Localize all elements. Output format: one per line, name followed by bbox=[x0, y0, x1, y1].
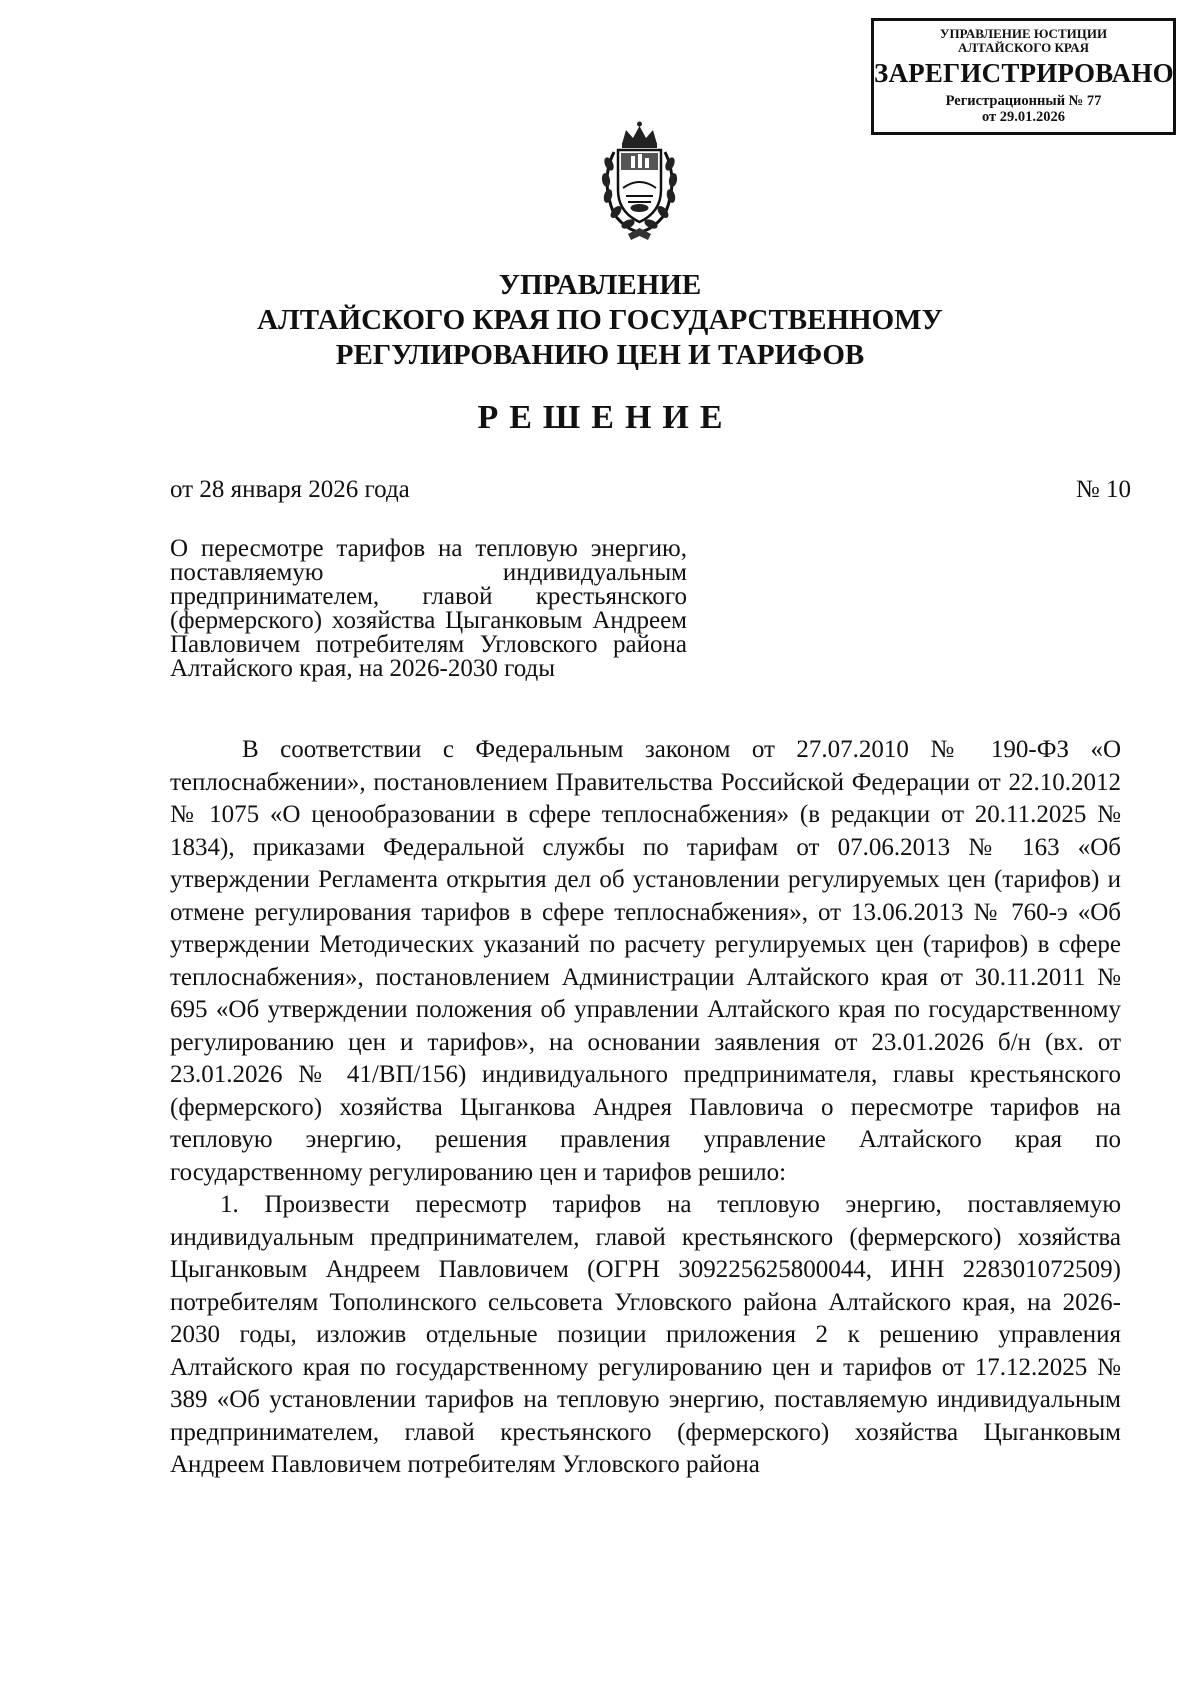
stamp-org-line2: АЛТАЙСКОГО КРАЯ bbox=[958, 39, 1089, 55]
altai-krai-coat-of-arms-icon bbox=[592, 118, 687, 246]
document-subject: О пересмотре тарифов на тепловую энергию, поставляемую индивидуальным предпринимателем, главой крестьянского (фермерского) хозяйства Цыганковым Андреем Павловичем потребителям Угловского района Алтайского края, на 2026-2030 годы bbox=[170, 535, 687, 682]
organization-title-line1: УПРАВЛЕНИЕ bbox=[498, 269, 702, 301]
preamble-paragraph: В соответствии с Федеральным законом от 27.07.2010 № 190-ФЗ «О теплоснабжении», постановлением Правительства Российской Федерации от 22.10.2012 № 1075 «О ценообразовании в сфере теплоснабжения» (в редакции от 20.11.2025 № 1834), приказами Федеральной службы по тарифам от 07.06.2013 № 163 «Об утверждении Регламента открытия дел об установлении регулируемых цен (тарифов) и отмене регулирования тарифов в сфере теплоснабжения», от 13.06.2013 № 760-э «Об утверждении Методических указаний по расчету регулируемых цен (тарифов) в сфере теплоснабжения», постановлением Администрации Алтайского края от 30.11.2011 № 695 «Об утверждении положения об управлении Алтайского края по государственному регулированию цен и тарифов», на основании заявления от 23.01.2026 б/н (вх. от 23.01.2026 № 41/ВП/156) индивидуального предпринимателя, главы крестьянского (фермерского) хозяйства Цыганкова Андрея Павловича о пересмотре тарифов на тепловую энергию, решения правления управление Алтайского края по государственному регулированию цен и тарифов решило: bbox=[170, 736, 1121, 1186]
organization-title-line2: АЛТАЙСКОГО КРАЯ ПО ГОСУДАРСТВЕННОМУ bbox=[257, 304, 943, 336]
stamp-status: ЗАРЕГИСТРИРОВАНО bbox=[874, 58, 1174, 89]
document-type: РЕШЕНИЕ bbox=[477, 399, 734, 436]
stamp-org-line1: УПРАВЛЕНИЕ ЮСТИЦИИ bbox=[939, 26, 1108, 41]
registration-stamp bbox=[871, 18, 1176, 135]
stamp-reg-number: Регистрационный № 77 bbox=[945, 92, 1102, 109]
document-date: от 28 января 2026 года bbox=[170, 476, 410, 503]
document-body bbox=[170, 734, 1121, 1482]
document-number: № 10 bbox=[1075, 476, 1131, 503]
organization-title bbox=[0, 268, 1200, 373]
organization-title-line3: РЕГУЛИРОВАНИЮ ЦЕН И ТАРИФОВ bbox=[335, 339, 865, 371]
item-1-paragraph: 1. Произвести пересмотр тарифов на тепловую энергию, поставляемую индивидуальным предпринимателем, главой крестьянского (фермерского) хозяйства Цыганковым Андреем Павловичем (ОГРН 309225625800044, ИНН 228301072509) потребителям Тополинского сельсовета Угловского района Алтайского края, на 2026-2030 годы, изложив отдельные позиции приложения 2 к решению управления Алтайского края по государственному регулированию цен и тарифов от 17.12.2025 № 389 «Об установлении тарифов на тепловую энергию, поставляемую индивидуальным предпринимателем, главой крестьянского (фермерского) хозяйства Цыганковым Андреем Павловичем потребителям Угловского района bbox=[170, 1191, 1121, 1478]
stamp-reg-date: от 29.01.2026 bbox=[981, 108, 1066, 125]
